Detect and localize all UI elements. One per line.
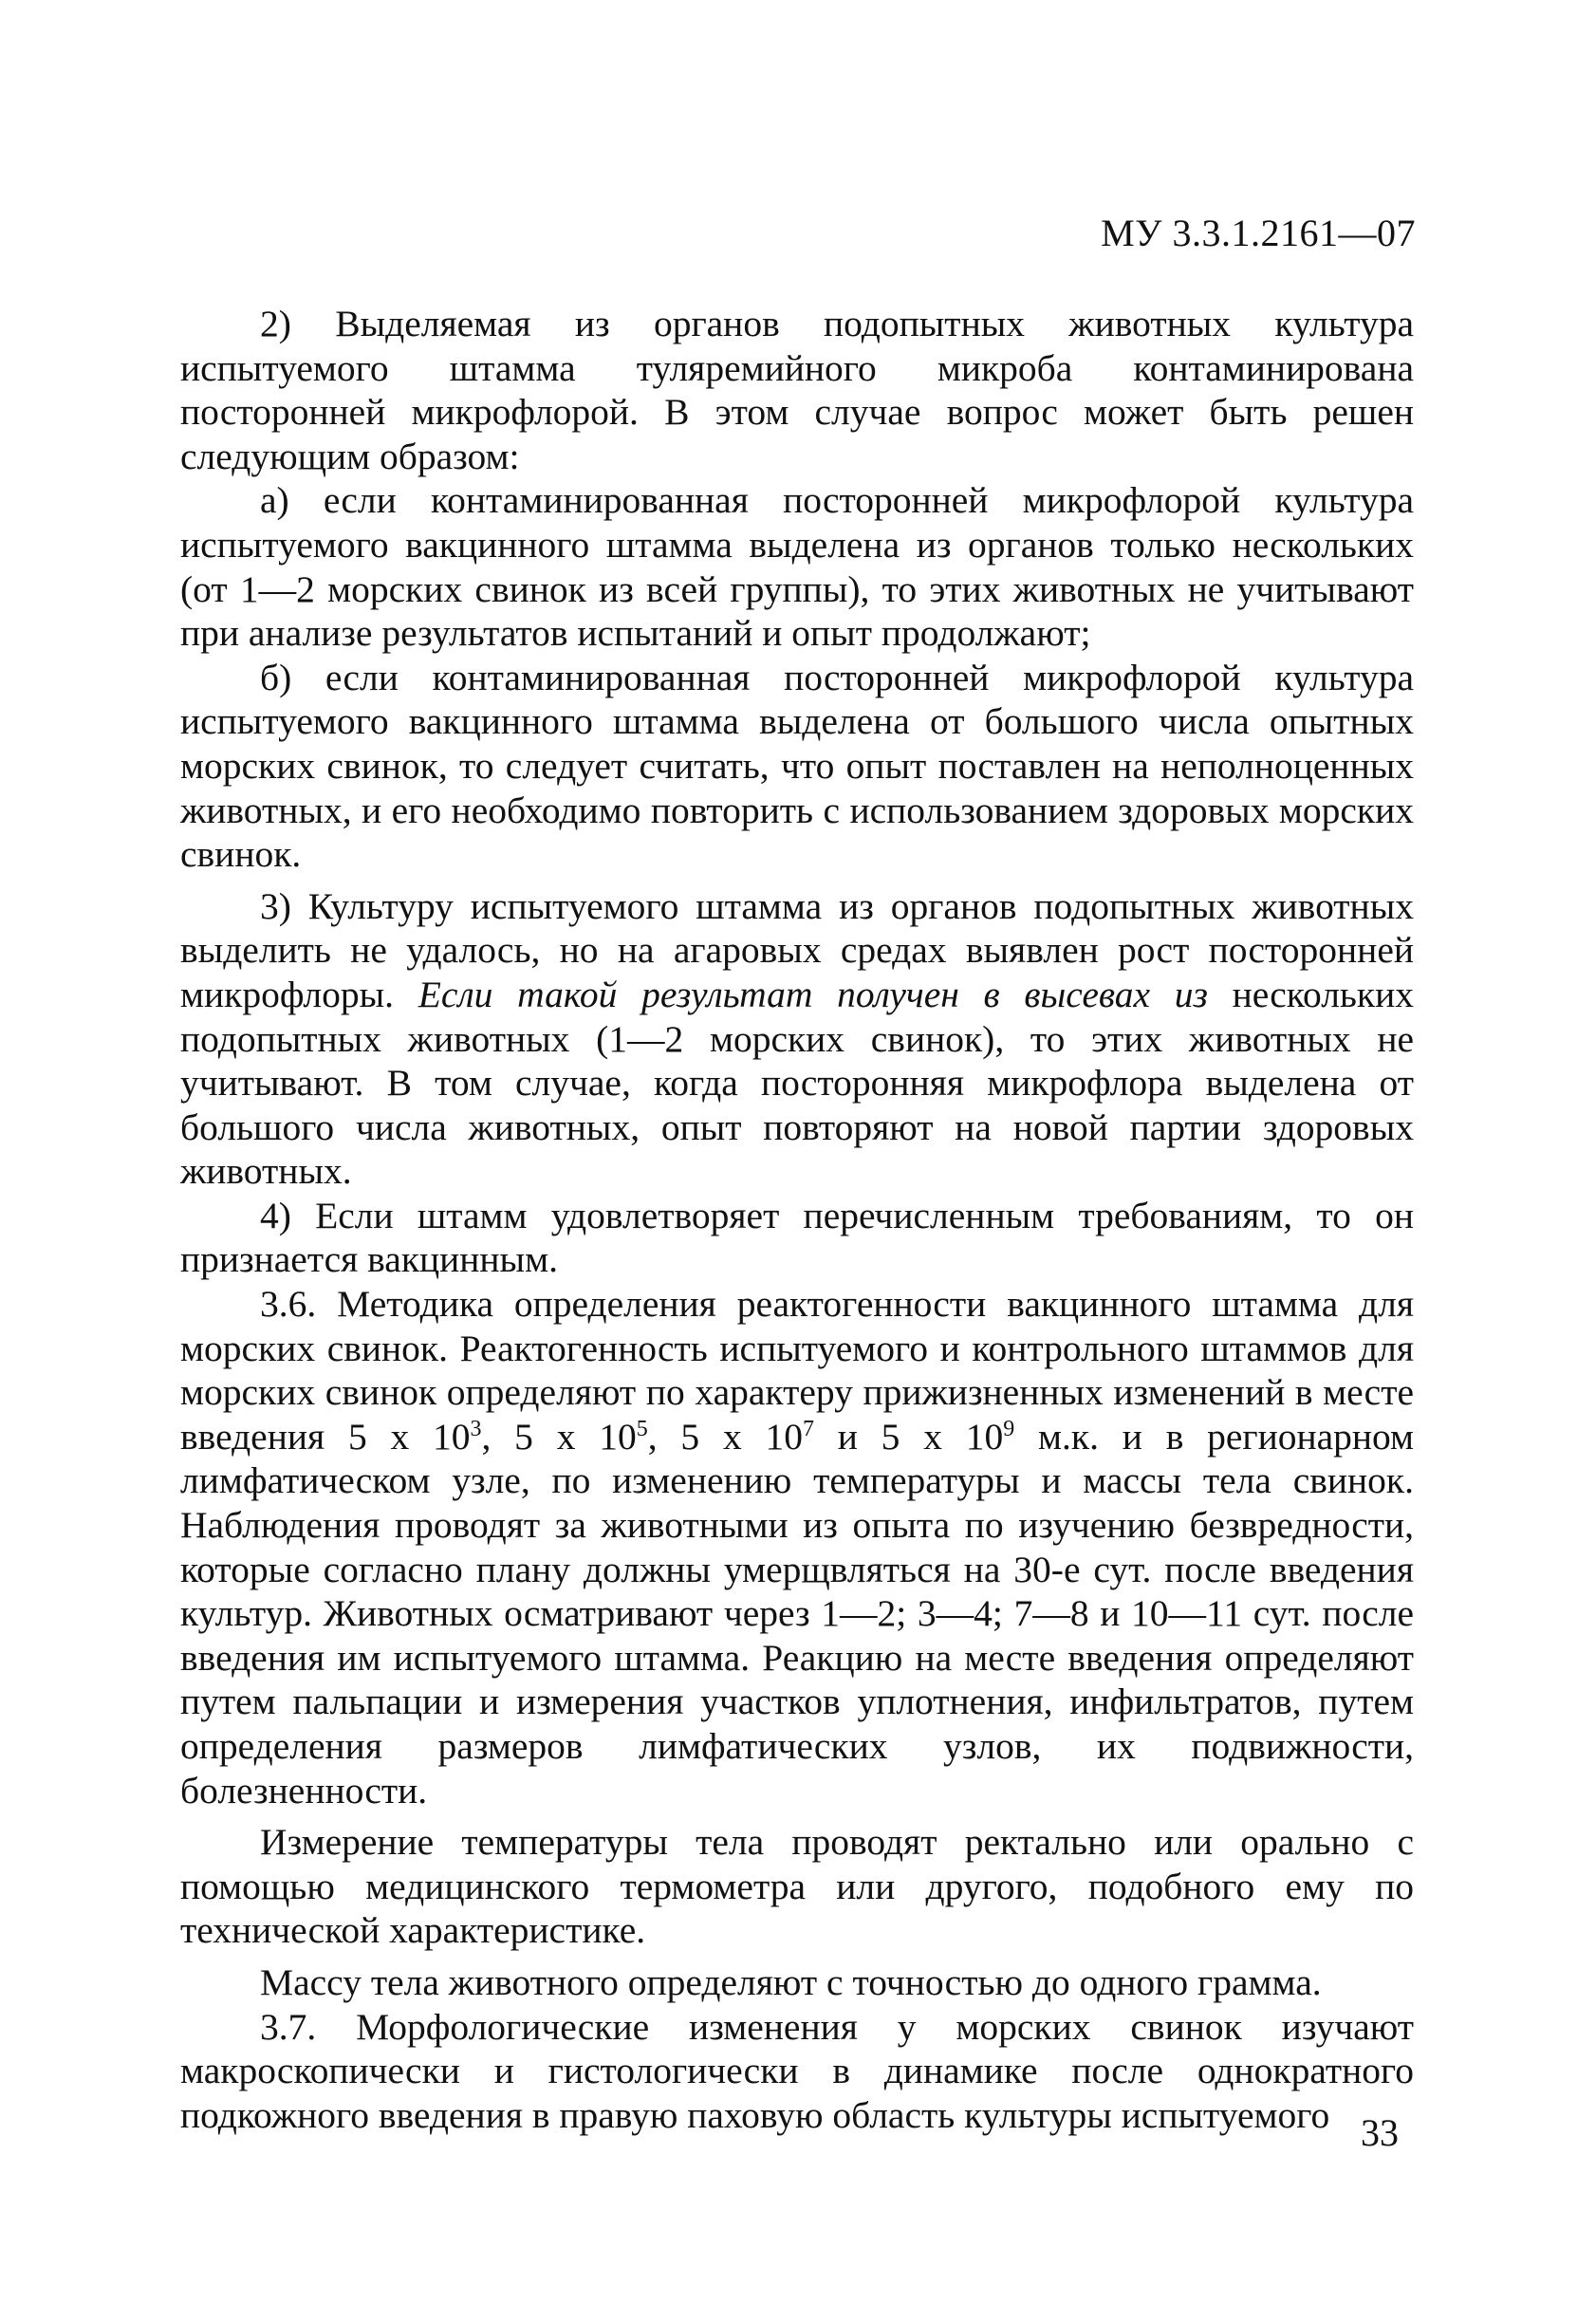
exponent-2: 5	[636, 1416, 648, 1441]
paragraph-item-2: 2) Выделяемая из органов подопытных животных культура испытуемого штамма туляремийного микроба контаминирована посторонней микрофлорой. В этом случае вопрос может быть решен следующим образом:	[180, 303, 1414, 477]
document-body	[180, 302, 1414, 2137]
exponent-1: 3	[470, 1416, 482, 1441]
paragraph-item-3-text-a: 3) Культуру испытуемого штамма из органов подопытных животных выделить не удалось, но на агаровых средах выявлен рост посторонней микрофлоры.	[180, 884, 1414, 1015]
paragraph-subitem-b: б) если контаминированная посторонней микрофлорой культура испытуемого вакцинного штамма выделена от большого числа опытных морских свинок, то следует считать, что опыт поставлен на неполноценных животных, и его необходимо повторить с использованием здоровых морских свинок.	[180, 656, 1414, 876]
paragraph-item-4: 4) Если штамм удовлетворяет перечисленным требованиям, то он признается вакцинным.	[180, 1194, 1414, 1281]
paragraph-item-3-text-b: нескольких подопытных животных (1—2 морских свинок), то этих животных не учитывают. В том случае, когда посторонняя микрофлора выделена от большого числа животных, опыт повторяют на новой партии здоровых животных.	[180, 973, 1415, 1193]
paragraph-section-3-6	[180, 1282, 1414, 1812]
paragraph-section-3-7: 3.7. Морфологические изменения у морских свинок изучают макроскопически и гистологически в динамике после однократного подкожного введения в правую паховую область культуры испытуемого	[180, 2005, 1414, 2136]
exponent-3: 7	[802, 1416, 814, 1441]
section-3-6-text-b: , 5 х 10	[481, 1415, 637, 1458]
document-code-header: МУ 3.3.1.2161—07	[1101, 212, 1416, 254]
paragraph-item-3-italic: Если такой результат получен в высевах из	[418, 973, 1208, 1015]
exponent-4: 9	[1003, 1416, 1015, 1441]
paragraph-body-mass: Массу тела животного определяют с точностью до одного грамма.	[260, 1960, 1322, 2003]
section-3-6-text-a: 3.6. Методика определения реактогенности вакцинного штамма для морских свинок. Реактогенность испытуемого и контрольного штаммов для морских свинок определяют по характеру прижизненных изменений в месте введения 5 х 10	[180, 1283, 1414, 1458]
page-number: 33	[1361, 2111, 1399, 2154]
section-3-6-text-e: м.к. и в регионарном лимфатическом узле, по изменению температуры и массы тела свинок. Наблюдения проводят за животными из опыта по изучению безвредности, которые согласно плану должны умерщвляться на 30-е сут. после введения культур. Животных осматривают через 1—2; 3—4; 7—8 и 10—11 сут. после введения им испытуемого штамма. Реакцию на месте введения определяют путем пальпации и измерения участков уплотнения, инфильтратов, путем определения размеров лимфатических узлов, их подвижности, болезненности.	[180, 1415, 1415, 1811]
paragraph-subitem-a: а) если контаминированная посторонней микрофлорой культура испытуемого вакцинного штамма выделена из органов только нескольких (от 1—2 морских свинок из всей группы), то этих животных не учитывают при анализе результатов испытаний и опыт продолжают;	[180, 479, 1414, 655]
paragraph-temperature: Измерение температуры тела проводят ректально или орально с помощью медицинского термометра или другого, подобного ему по технической характеристике.	[180, 1821, 1414, 1952]
paragraph-item-3	[180, 884, 1414, 1194]
section-3-6-text-d: и 5 х 10	[813, 1415, 1004, 1458]
section-3-6-text-c: , 5 х 10	[647, 1415, 803, 1458]
